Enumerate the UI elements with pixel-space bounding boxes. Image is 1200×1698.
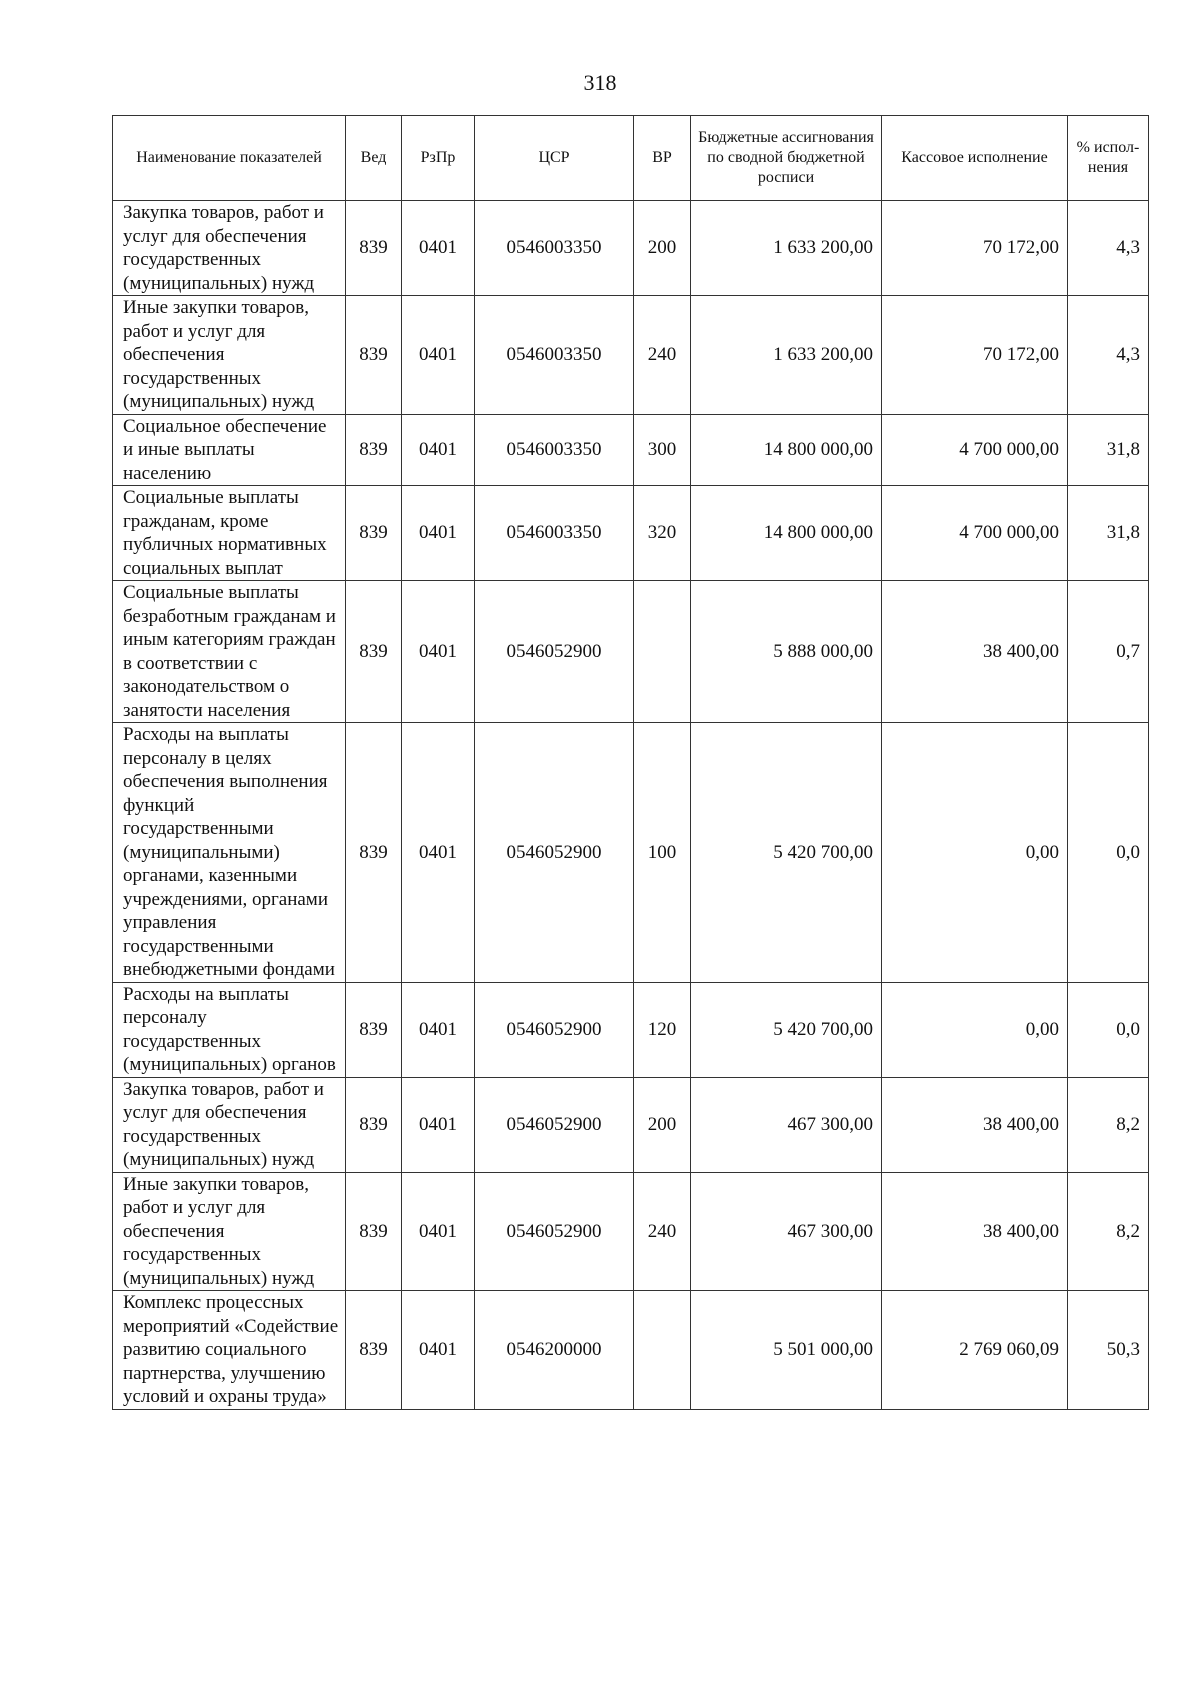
table-row: [113, 1291, 1149, 1410]
cell-vr: 120: [634, 982, 691, 1077]
cell-ved: 839: [346, 1291, 402, 1410]
cell-percent: 0,0: [1068, 982, 1149, 1077]
cell-csr: 0546003350: [475, 296, 634, 415]
cell-executed: 70 172,00: [882, 201, 1068, 296]
page-number: 318: [583, 70, 617, 95]
cell-executed: 38 400,00: [882, 1172, 1068, 1291]
table-row: [113, 486, 1149, 581]
cell-executed: 38 400,00: [882, 581, 1068, 723]
cell-vr: 320: [634, 486, 691, 581]
cell-csr: 0546003350: [475, 201, 634, 296]
cell-ved: 839: [346, 201, 402, 296]
header-executed: Кассовое исполнение: [882, 116, 1068, 201]
cell-percent: 8,2: [1068, 1077, 1149, 1172]
cell-percent: 0,0: [1068, 723, 1149, 983]
cell-name: Социальные выплаты гражданам, кроме публичных нормативных социальных выплат: [113, 486, 346, 581]
cell-rzpr: 0401: [402, 201, 475, 296]
cell-assigned: 467 300,00: [691, 1172, 882, 1291]
header-rzpr: РзПр: [402, 116, 475, 201]
cell-rzpr: 0401: [402, 1172, 475, 1291]
cell-rzpr: 0401: [402, 723, 475, 983]
cell-ved: 839: [346, 1172, 402, 1291]
cell-rzpr: 0401: [402, 581, 475, 723]
cell-name: Расходы на выплаты персоналу в целях обеспечения выполнения функций государственными (муниципальными) органами, казенными учреждениями, органами управления государственными внебюджетными фондами: [113, 723, 346, 983]
cell-ved: 839: [346, 581, 402, 723]
cell-csr: 0546200000: [475, 1291, 634, 1410]
cell-vr: 200: [634, 1077, 691, 1172]
cell-executed: 0,00: [882, 723, 1068, 983]
cell-percent: 31,8: [1068, 486, 1149, 581]
budget-table: [112, 115, 1149, 1410]
cell-rzpr: 0401: [402, 982, 475, 1077]
cell-percent: 8,2: [1068, 1172, 1149, 1291]
cell-ved: 839: [346, 414, 402, 486]
header-assigned: Бюджетные ассигнования по сводной бюджетной росписи: [691, 116, 882, 201]
cell-assigned: 14 800 000,00: [691, 414, 882, 486]
cell-rzpr: 0401: [402, 414, 475, 486]
cell-executed: 70 172,00: [882, 296, 1068, 415]
cell-assigned: 14 800 000,00: [691, 486, 882, 581]
cell-vr: 200: [634, 201, 691, 296]
cell-assigned: 5 420 700,00: [691, 723, 882, 983]
table-row: [113, 1077, 1149, 1172]
cell-csr: 0546052900: [475, 982, 634, 1077]
cell-percent: 0,7: [1068, 581, 1149, 723]
table-row: [113, 982, 1149, 1077]
header-csr: ЦСР: [475, 116, 634, 201]
cell-executed: 38 400,00: [882, 1077, 1068, 1172]
cell-csr: 0546052900: [475, 1172, 634, 1291]
cell-csr: 0546052900: [475, 1077, 634, 1172]
cell-executed: 0,00: [882, 982, 1068, 1077]
header-ved: Вед: [346, 116, 402, 201]
cell-ved: 839: [346, 486, 402, 581]
cell-name: Закупка товаров, работ и услуг для обеспечения государственных (муниципальных) нужд: [113, 1077, 346, 1172]
table-row: [113, 723, 1149, 983]
cell-rzpr: 0401: [402, 1291, 475, 1410]
table-row: [113, 1172, 1149, 1291]
cell-assigned: 1 633 200,00: [691, 296, 882, 415]
cell-ved: 839: [346, 982, 402, 1077]
cell-percent: 50,3: [1068, 1291, 1149, 1410]
cell-name: Социальное обеспечение и иные выплаты населению: [113, 414, 346, 486]
cell-csr: 0546052900: [475, 723, 634, 983]
table-row: [113, 201, 1149, 296]
table-row: [113, 414, 1149, 486]
cell-rzpr: 0401: [402, 486, 475, 581]
cell-vr: 240: [634, 296, 691, 415]
table-header: [113, 116, 1149, 201]
cell-assigned: 5 888 000,00: [691, 581, 882, 723]
cell-name: Расходы на выплаты персоналу государственных (муниципальных) органов: [113, 982, 346, 1077]
header-vr: ВР: [634, 116, 691, 201]
cell-vr: 300: [634, 414, 691, 486]
cell-name: Закупка товаров, работ и услуг для обеспечения государственных (муниципальных) нужд: [113, 201, 346, 296]
cell-csr: 0546052900: [475, 581, 634, 723]
cell-csr: 0546003350: [475, 486, 634, 581]
header-percent: % испол-нения: [1068, 116, 1149, 201]
cell-rzpr: 0401: [402, 1077, 475, 1172]
cell-percent: 4,3: [1068, 201, 1149, 296]
header-name: Наименование показателей: [113, 116, 346, 201]
cell-assigned: 5 501 000,00: [691, 1291, 882, 1410]
cell-vr: 100: [634, 723, 691, 983]
table-row: [113, 581, 1149, 723]
cell-name: Социальные выплаты безработным гражданам и иным категориям граждан в соответствии с законодательством о занятости населения: [113, 581, 346, 723]
table-body: [113, 201, 1149, 1410]
cell-percent: 31,8: [1068, 414, 1149, 486]
cell-ved: 839: [346, 1077, 402, 1172]
cell-rzpr: 0401: [402, 296, 475, 415]
table-row: [113, 296, 1149, 415]
cell-executed: 4 700 000,00: [882, 486, 1068, 581]
cell-executed: 2 769 060,09: [882, 1291, 1068, 1410]
cell-name: Иные закупки товаров, работ и услуг для обеспечения государственных (муниципальных) нужд: [113, 296, 346, 415]
cell-vr: 240: [634, 1172, 691, 1291]
cell-vr: [634, 1291, 691, 1410]
cell-name: Комплекс процессных мероприятий «Содействие развитию социального партнерства, улучшению условий и охраны труда»: [113, 1291, 346, 1410]
cell-executed: 4 700 000,00: [882, 414, 1068, 486]
cell-vr: [634, 581, 691, 723]
cell-ved: 839: [346, 723, 402, 983]
cell-assigned: 5 420 700,00: [691, 982, 882, 1077]
cell-ved: 839: [346, 296, 402, 415]
cell-assigned: 467 300,00: [691, 1077, 882, 1172]
cell-percent: 4,3: [1068, 296, 1149, 415]
cell-csr: 0546003350: [475, 414, 634, 486]
cell-assigned: 1 633 200,00: [691, 201, 882, 296]
cell-name: Иные закупки товаров, работ и услуг для обеспечения государственных (муниципальных) нужд: [113, 1172, 346, 1291]
